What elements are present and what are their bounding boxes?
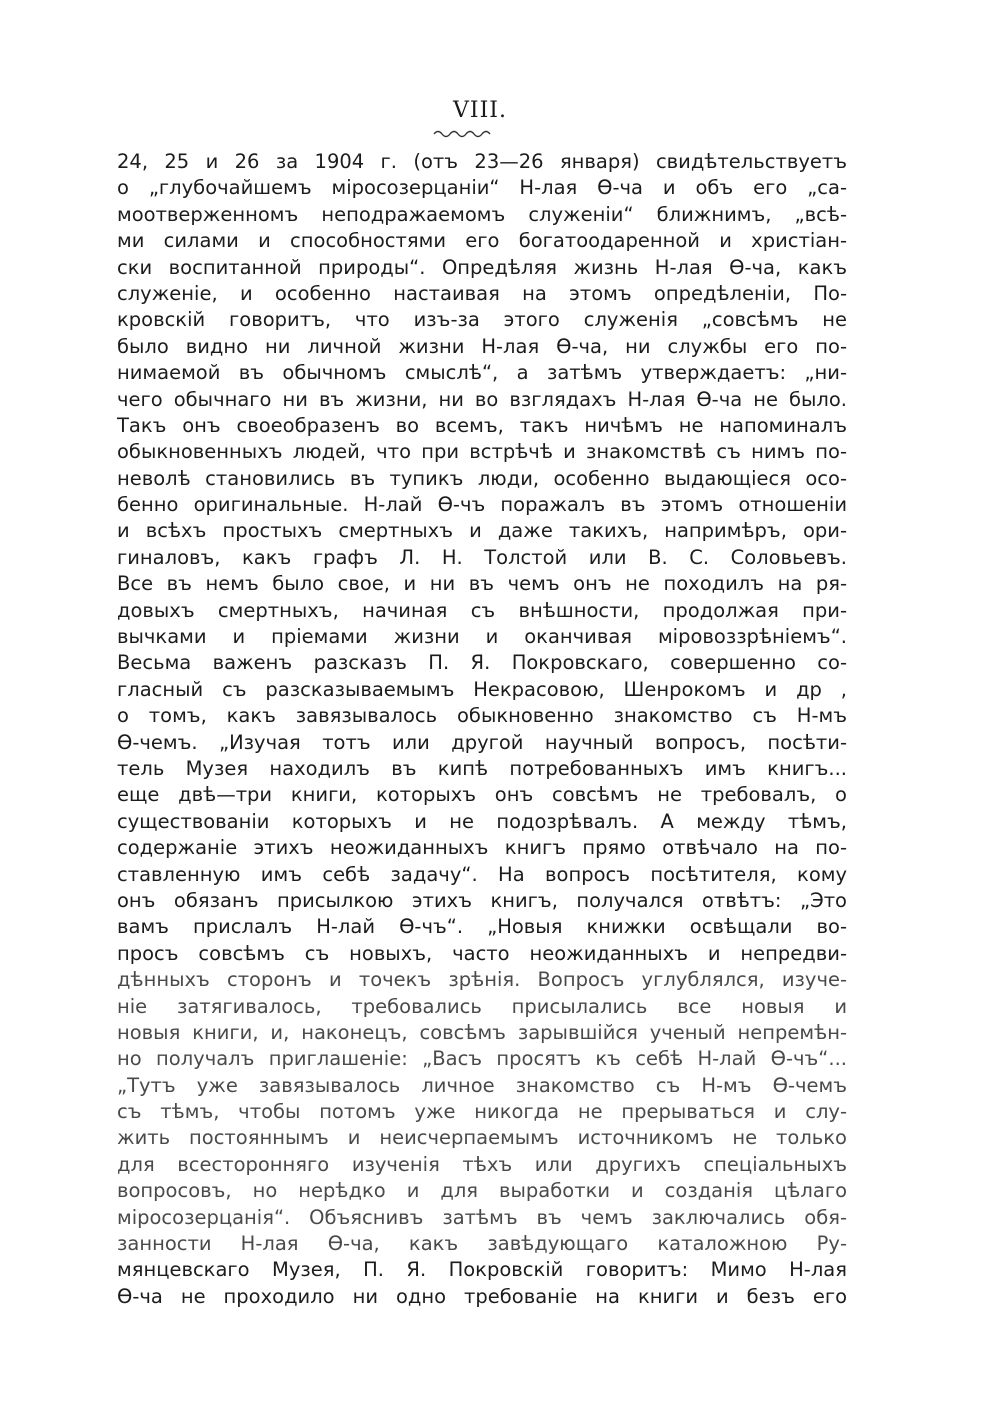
text-line: мянцевскаго Музея, П. Я. Покровскій говоритъ: Мимо Н-лая bbox=[117, 1258, 847, 1282]
text-line: моотверженномъ неподражаемомъ служеніи“ ближнимъ, „всѣ- bbox=[117, 202, 847, 226]
text-line: существованіи которыхъ и не подозрѣвалъ. А между тѣмъ, bbox=[117, 809, 847, 833]
body-text bbox=[117, 149, 847, 1310]
text-line: но получалъ приглашеніе: „Васъ просятъ къ себѣ Н-лай Ѳ-чъ“... bbox=[117, 1047, 847, 1071]
text-line: нимаемой въ обычномъ смыслѣ“, а затѣмъ утверждаетъ: „ни- bbox=[117, 361, 847, 385]
text-line: міросозерцанія“. Объяснивъ затѣмъ въ чемъ заключались обя- bbox=[117, 1205, 847, 1229]
text-line: просъ совсѣмъ съ новыхъ, часто неожиданныхъ и непредви- bbox=[117, 941, 847, 965]
text-line: о томъ, какъ завязывалось обыкновенно знакомство съ Н-мъ bbox=[117, 704, 847, 728]
text-line: чего обычнаго ни въ жизни, ни во взглядахъ Н-лая Ѳ-ча не было. bbox=[117, 387, 847, 411]
text-line: Такъ онъ своеобразенъ во всемъ, такъ ничѣмъ не напоминалъ bbox=[117, 413, 847, 437]
text-line: вычками и пріемами жизни и оканчивая міровоззрѣніемъ“. bbox=[117, 625, 847, 649]
text-line: было видно ни личной жизни Н-лая Ѳ-ча, ни службы его по- bbox=[117, 334, 847, 358]
text-line: бенно оригинальные. Н-лай Ѳ-чъ поражалъ въ этомъ отношеніи bbox=[117, 493, 847, 517]
text-line: ставленную имъ себѣ задачу“. На вопросъ посѣтителя, кому bbox=[117, 862, 847, 886]
text-line: гиналовъ, какъ графъ Л. Н. Толстой или В. С. Соловьевъ. bbox=[117, 545, 847, 569]
text-line: 24, 25 и 26 за 1904 г. (отъ 23—26 января) свидѣтельствуетъ bbox=[117, 150, 847, 173]
text-line: содержаніе этихъ неожиданныхъ книгъ прямо отвѣчало на по- bbox=[117, 836, 847, 860]
text-line: служеніе, и особенно настаивая на этомъ опредѣленіи, По- bbox=[117, 281, 847, 305]
wavy-ornament bbox=[432, 128, 494, 138]
text-line: Ѳ-ча не проходило ни одно требованіе на книги и безъ его bbox=[117, 1284, 847, 1308]
text-line: „Тутъ уже завязывалось личное знакомство съ Н-мъ Ѳ-чемъ bbox=[117, 1073, 847, 1097]
text-line: вопросовъ, но нерѣдко и для выработки и созданія цѣлаго bbox=[117, 1179, 847, 1203]
text-line: ніе затягивалось, требовались присылались все новыя и bbox=[117, 994, 847, 1018]
text-line: для всесторонняго изученія тѣхъ или другихъ спеціальныхъ bbox=[117, 1152, 847, 1176]
text-line: о „глубочайшемъ міросозерцаніи“ Н-лая Ѳ-ча и объ его „са- bbox=[117, 176, 847, 200]
text-line: гласный съ разсказываемымъ Некрасовою, Шенрокомъ и др , bbox=[117, 677, 847, 701]
text-line: и всѣхъ простыхъ смертныхъ и даже такихъ, напримѣръ, ори- bbox=[117, 519, 847, 543]
text-line: тель Музея находилъ въ кипѣ потребованныхъ имъ книгъ... bbox=[117, 756, 847, 780]
text-line: съ тѣмъ, чтобы потомъ уже никогда не прерываться и слу- bbox=[117, 1100, 847, 1124]
page-number: VIII. bbox=[453, 98, 507, 123]
text-line: жить постояннымъ и неисчерпаемымъ источникомъ не только bbox=[117, 1126, 847, 1150]
text-line: кровскій говоритъ, что изъ-за этого служенія „совсѣмъ не bbox=[117, 308, 847, 332]
text-line: новыя книги, и, наконецъ, совсѣмъ зарывшійся ученый непремѣн- bbox=[117, 1020, 847, 1044]
text-line: занности Н-лая Ѳ-ча, какъ завѣдующаго каталожною Ру- bbox=[117, 1232, 847, 1256]
text-line: неволѣ становились въ тупикъ люди, особенно выдающіеся осо- bbox=[117, 466, 847, 490]
text-line: Ѳ-чемъ. „Изучая тотъ или другой научный вопросъ, посѣти- bbox=[117, 730, 847, 754]
text-line: ски воспитанной природы“. Опредѣляя жизнь Н-лая Ѳ-ча, какъ bbox=[117, 255, 847, 279]
text-line: еще двѣ—три книги, которыхъ онъ совсѣмъ не требовалъ, о bbox=[117, 783, 847, 807]
text-line: ми силами и способностями его богатоодаренной и христіан- bbox=[117, 229, 847, 253]
text-line: онъ обязанъ присылкою этихъ книгъ, получался отвѣтъ: „Это bbox=[117, 888, 847, 912]
text-line: Все въ немъ было свое, и ни въ чемъ онъ не походилъ на ря- bbox=[117, 572, 847, 596]
text-line: обыкновенныхъ людей, что при встрѣчѣ и знакомствѣ съ нимъ по- bbox=[117, 440, 847, 464]
text-line: Весьма важенъ разсказъ П. Я. Покровскаго, совершенно со- bbox=[117, 651, 847, 675]
text-line: вамъ прислалъ Н-лай Ѳ-чъ“. „Новыя книжки освѣщали во- bbox=[117, 915, 847, 939]
text-line: довыхъ смертныхъ, начиная съ внѣшности, продолжая при- bbox=[117, 598, 847, 622]
text-line: дѣнныхъ сторонъ и точекъ зрѣнія. Вопросъ углублялся, изуче- bbox=[117, 968, 847, 992]
